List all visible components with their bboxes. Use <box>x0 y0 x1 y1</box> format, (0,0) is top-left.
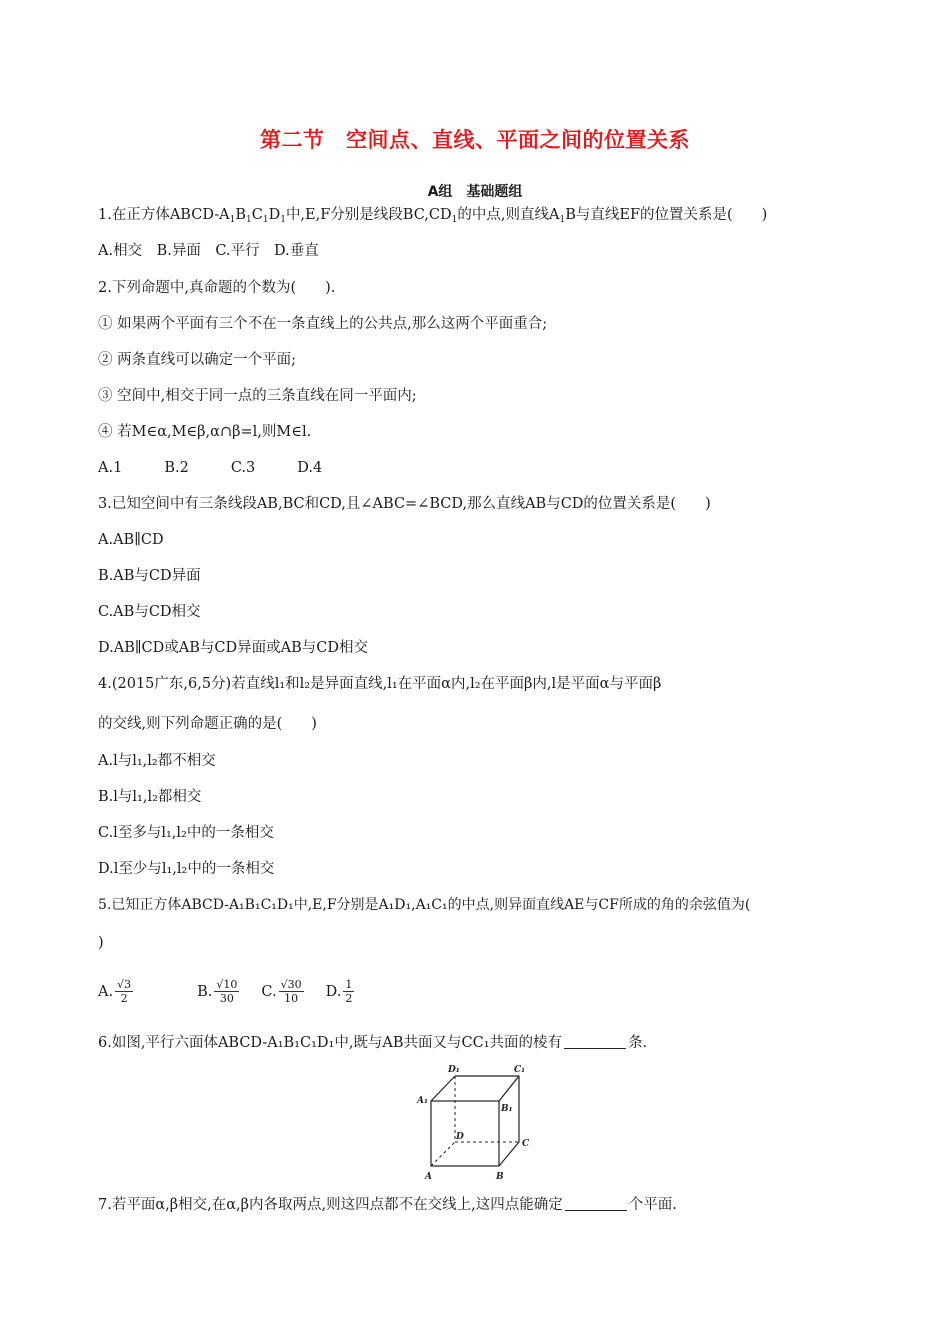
q2-option: C.3 <box>230 460 256 476</box>
vertex-label: A <box>425 1172 432 1182</box>
question-3-option-a: A.AB∥CD <box>98 532 164 548</box>
section-heading: A组 基础题组 <box>427 184 523 200</box>
question-4-option-c: C.l至多与l₁,l₂中的一条相交 <box>98 825 274 841</box>
numerator: √10 <box>216 978 238 991</box>
question-4-option-a: A.l与l₁,l₂都不相交 <box>98 753 216 769</box>
question-3-option-b: B.AB与CD异面 <box>98 568 201 584</box>
denominator: 10 <box>284 992 299 1005</box>
answer-blank <box>564 1034 626 1049</box>
option-label: B. <box>197 983 213 1000</box>
q5-option-d <box>325 978 357 1005</box>
q6-text-pre: 6.如图,平行六面体ABCD-A₁B₁C₁D₁中,既与AB共面又与CC₁共面的棱有 <box>98 1035 563 1051</box>
option-label: D. <box>325 983 342 1000</box>
question-4-option-b: B.l与l₁,l₂都相交 <box>98 789 202 805</box>
vertex-label: B₁ <box>501 1104 513 1114</box>
question-3-option-c: C.AB与CD相交 <box>98 604 201 620</box>
q1-text-part: B与直线EF的位置关系是( ) <box>565 207 768 223</box>
edge-bc <box>499 1142 519 1166</box>
question-5-stem-line-2: ) <box>98 935 104 951</box>
answer-blank <box>565 1196 627 1211</box>
question-2-statement-1: ① 如果两个平面有三个不在一条直线上的公共点,那么这两个平面重合; <box>98 316 548 332</box>
question-4-stem-line-1: 4.(2015广东,6,5分)若直线l₁和l₂是异面直线,l₁在平面α内,l₂在平面β内,l是平面α与平面β <box>98 676 662 692</box>
page-title: 第二节 空间点、直线、平面之间的位置关系 <box>260 128 690 152</box>
vertex-label: D <box>456 1132 464 1142</box>
option-label: C. <box>261 983 277 1000</box>
q1-text-part: 中,E,F分别是线段BC,CD <box>285 207 452 223</box>
question-6-stem <box>98 1033 647 1053</box>
parallelepiped-figure <box>415 1062 535 1184</box>
vertex-label: C₁ <box>514 1065 526 1075</box>
numerator: √3 <box>117 978 132 991</box>
question-1-options: A.相交 B.异面 C.平行 D.垂直 <box>98 243 319 259</box>
q5-option-a <box>98 978 135 1005</box>
q1-text-part: 1.在正方体ABCD-A <box>98 207 230 223</box>
denominator: 2 <box>345 992 353 1005</box>
option-label: A. <box>98 983 114 1000</box>
question-4-option-d: D.l至少与l₁,l₂中的一条相交 <box>98 861 275 877</box>
numerator: √30 <box>280 978 302 991</box>
q5-option-b <box>197 978 241 1005</box>
q6-text-post: 条. <box>628 1035 648 1051</box>
q1-text-part: 的中点,则直线A <box>457 207 560 223</box>
q5-option-c <box>261 978 305 1005</box>
fraction <box>214 978 239 1005</box>
edge-a1d1 <box>431 1076 455 1101</box>
question-3-option-d: D.AB∥CD或AB与CD异面或AB与CD相交 <box>98 640 368 656</box>
edge-b1c1 <box>499 1076 519 1101</box>
hidden-edge-ad <box>431 1142 455 1166</box>
question-3-stem: 3.已知空间中有三条线段AB,BC和CD,且∠ABC=∠BCD,那么直线AB与CD的位置关系是( ) <box>98 496 711 512</box>
q2-option: B.2 <box>164 460 189 476</box>
question-5-options <box>98 978 356 1005</box>
numerator: 1 <box>345 978 353 991</box>
vertex-label: B <box>496 1172 504 1182</box>
q2-option: D.4 <box>297 460 323 476</box>
denominator: 2 <box>120 992 128 1005</box>
question-1-stem: 1.在正方体ABCD-$A_1B_1C_1D_1$中,E,F分别是线段$BC,CD_1$的中点,则直线$A_1B$与直线EF的位置关系是( ) <box>98 207 768 225</box>
q7-text-pre: 7.若平面α,β相交,在α,β内各取两点,则这四点都不在交线上,这四点能确定 <box>98 1197 563 1213</box>
vertex-label: C <box>522 1139 530 1149</box>
question-4-stem-line-2: 的交线,则下列命题正确的是( ) <box>98 716 317 732</box>
question-2-statement-2: ② 两条直线可以确定一个平面; <box>98 352 296 368</box>
vertex-label: A₁ <box>417 1096 428 1106</box>
question-2-stem: 2.下列命题中,真命题的个数为( ). <box>98 280 336 296</box>
vertex-label: D₁ <box>448 1065 460 1075</box>
q7-text-post: 个平面. <box>628 1197 677 1213</box>
question-5-stem-line-1: 5.已知正方体ABCD-A₁B₁C₁D₁中,E,F分别是A₁D₁,A₁C₁的中点,则异面直线AE与CF所成的角的余弦值为( <box>98 897 751 913</box>
fraction <box>279 978 304 1005</box>
question-2-statement-3: ③ 空间中,相交于同一点的三条直线在同一平面内; <box>98 388 417 404</box>
fraction <box>115 978 133 1005</box>
question-7-stem <box>98 1195 677 1215</box>
question-2-options <box>98 458 322 478</box>
question-2-statement-4: ④ 若M∈α,M∈β,α∩β=l,则M∈l. <box>98 424 312 440</box>
denominator: 30 <box>219 992 234 1005</box>
fraction <box>343 978 354 1005</box>
q2-option: A.1 <box>98 460 123 476</box>
